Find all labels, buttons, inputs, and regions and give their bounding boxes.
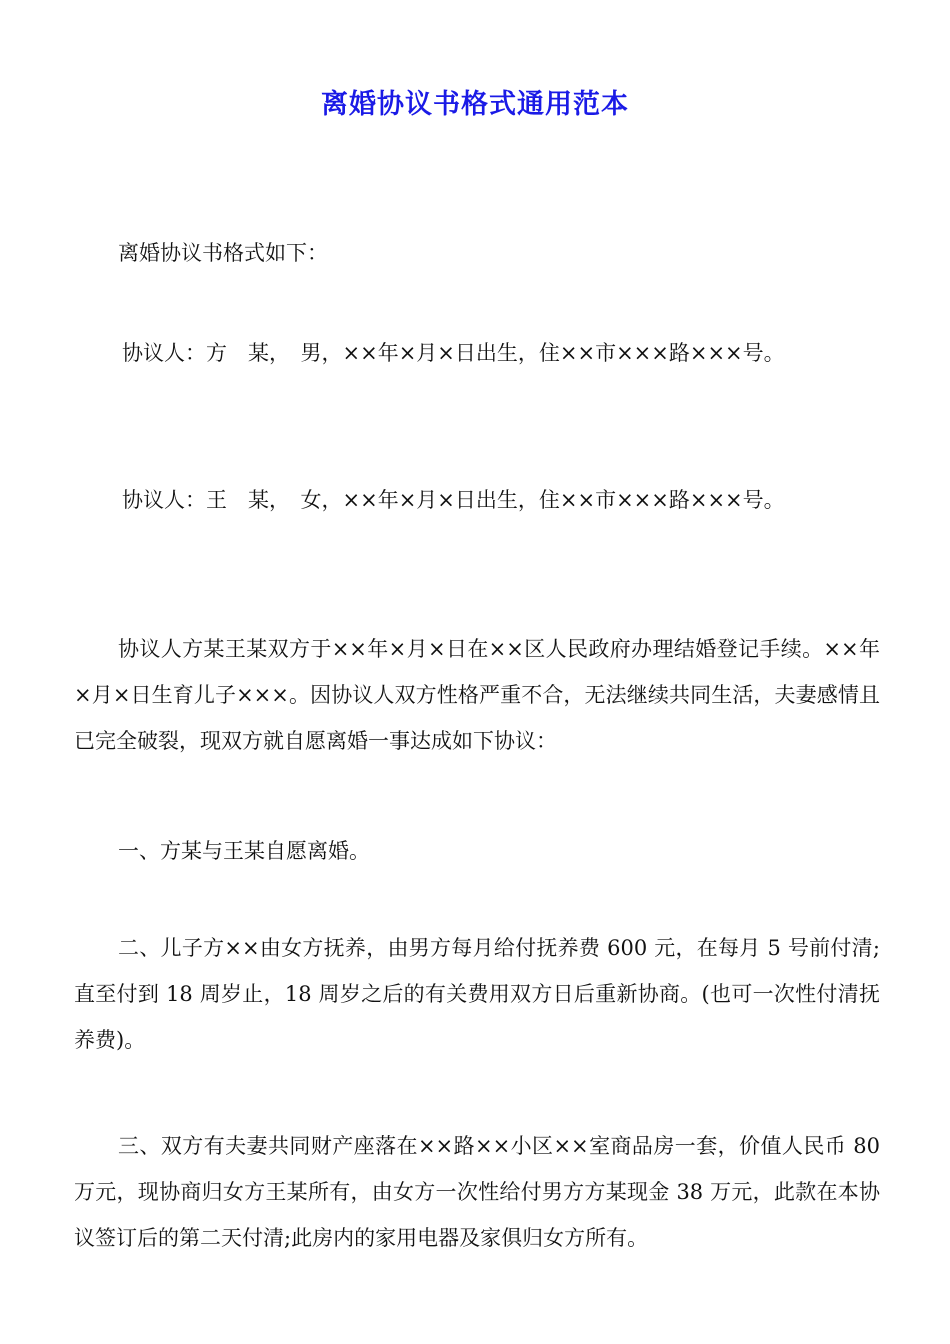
clause-3: 三、双方有夫妻共同财产座落在××路××小区××室商品房一套，价值人民币 80 万元，现协商归女方王某所有，由女方一次性给付男方方某现金 38 万元，此款在本协议签订后的第二天付清;此房内的家用电器及家俱归女方所有。 [74, 1134, 880, 1250]
document-title: 离婚协议书格式通用范本 [321, 89, 629, 120]
party-1-line: 协议人：方 某， 男，××年×月×日出生，住××市×××路×××号。 [122, 341, 785, 365]
intro-text: 离婚协议书格式如下： [118, 241, 328, 265]
clause-1: 一、方某与王某自愿离婚。 [118, 839, 370, 863]
party-2-line: 协议人：王 某， 女，××年×月×日出生，住××市×××路×××号。 [122, 488, 785, 512]
background-paragraph: 协议人方某王某双方于××年×月×日在××区人民政府办理结婚登记手续。××年×月×日生育儿子×××。因协议人双方性格严重不合，无法继续共同生活，夫妻感情且已完全破裂，现双方就自愿离婚一事达成如下协议： [74, 637, 880, 753]
clause-2: 二、儿子方××由女方抚养，由男方每月给付抚养费 600 元，在每月 5 号前付清;直至付到 18 周岁止，18 周岁之后的有关费用双方日后重新协商。(也可一次性付清抚养费)。 [74, 936, 880, 1052]
